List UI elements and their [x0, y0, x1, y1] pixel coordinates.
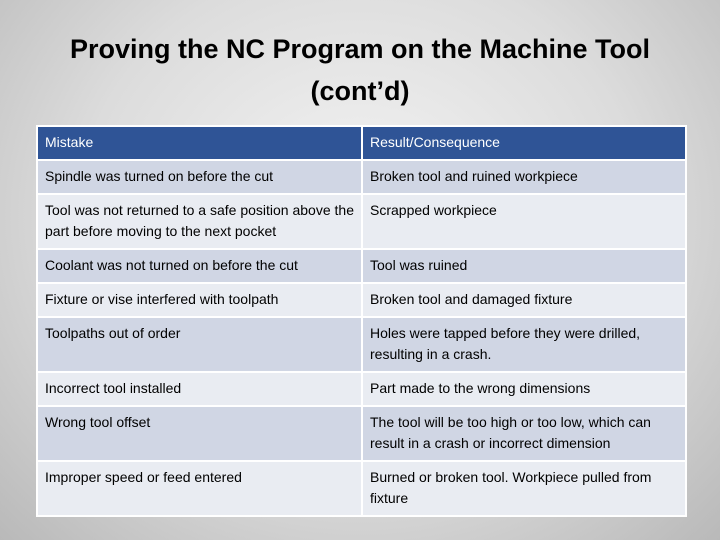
result-cell: Tool was ruined	[362, 249, 686, 283]
table-row	[37, 160, 686, 194]
result-cell: Broken tool and damaged fixture	[362, 283, 686, 317]
result-cell: Holes were tapped before they were drilled, resulting in a crash.	[362, 317, 686, 372]
table-row	[37, 194, 686, 249]
mistake-cell: Incorrect tool installed	[37, 372, 362, 406]
slide-title: Proving the NC Program on the Machine Tool (cont’d)	[69, 34, 651, 106]
result-cell: Part made to the wrong dimensions	[362, 372, 686, 406]
header-result: Result/Consequence	[362, 126, 686, 160]
table-header-row	[37, 126, 686, 160]
table-row	[37, 283, 686, 317]
table-row	[37, 406, 686, 461]
result-cell: Burned or broken tool. Workpiece pulled from fixture	[362, 461, 686, 516]
mistake-cell: Toolpaths out of order	[37, 317, 362, 372]
mistakes-table	[36, 125, 687, 517]
result-cell: Broken tool and ruined workpiece	[362, 160, 686, 194]
mistake-cell: Tool was not returned to a safe position above the part before moving to the next pocket	[37, 194, 362, 249]
header-mistake: Mistake	[37, 126, 362, 160]
result-cell: Scrapped workpiece	[362, 194, 686, 249]
mistake-cell: Fixture or vise interfered with toolpath	[37, 283, 362, 317]
table-row	[37, 461, 686, 516]
mistake-cell: Coolant was not turned on before the cut	[37, 249, 362, 283]
mistake-cell: Improper speed or feed entered	[37, 461, 362, 516]
mistake-cell: Spindle was turned on before the cut	[37, 160, 362, 194]
mistake-cell: Wrong tool offset	[37, 406, 362, 461]
result-cell: The tool will be too high or too low, which can result in a crash or incorrect dimension	[362, 406, 686, 461]
table-row	[37, 249, 686, 283]
table-row	[37, 372, 686, 406]
table-row	[37, 317, 686, 372]
